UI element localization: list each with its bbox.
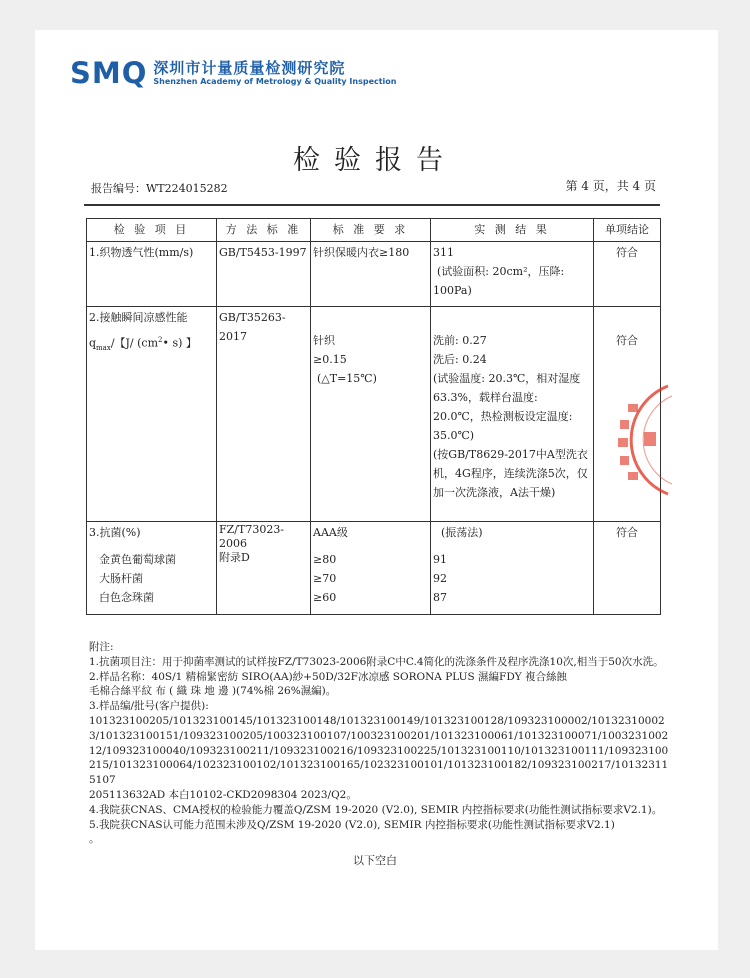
result-line: 92 [433,572,447,585]
item-antibacterial [87,522,217,615]
table-row [87,522,661,615]
col-header-result: 实 测 结 果 [431,219,594,242]
institute-logo [70,58,397,88]
method-line: 附录D [219,551,250,564]
bacteria-name: 大肠杆菌 [99,572,143,585]
method-antibacterial [217,522,311,615]
notes-label: 附注: [89,641,114,653]
req-antibacterial [311,522,431,615]
table-row [87,307,661,522]
item-antibacterial-title: 3.抗菌(%) [89,526,141,539]
result-line: (试验温度: 20.3℃，相对湿度 [433,372,581,385]
col-header-method: 方 法 标 准 [217,219,311,242]
official-seal-stamp [606,382,676,498]
item-cooling [87,307,217,522]
note-4: 4.我院获CNAS、CMA授权的检验能力覆盖Q/ZSM 19-2020 (V2.0), SEMIR 内控指标要求(功能性测试指标要求V2.1)。 [89,803,663,816]
bacteria-name: 金黄色葡萄球菌 [99,553,176,566]
col-header-conclusion: 单项结论 [594,219,661,242]
note-1: 1.抗菌项目注：用于抑菌率测试的试样按FZ/T73023-2006附录C中C.4简化的洗涤条件及程序洗涤10次,相当于50次水洗。 [89,655,664,668]
bacteria-name: 白色念珠菌 [99,591,154,604]
page-indicator: 第 4 页，共 4 页 [565,179,656,193]
result-cooling [431,307,594,522]
req-line: ≥60 [313,591,337,604]
note-3-tail: 205113632AD 本白10102-CKD2098304 2023/Q2。 [89,788,357,801]
result-line: (试验面积: 20cm²，压降: [437,265,565,278]
note-3-label: 3.样品编/批号(客户提供): [89,700,209,713]
req-line: ≥80 [313,553,337,566]
result-line: 87 [433,591,447,604]
req-cooling [311,307,431,522]
result-line: 91 [433,553,447,566]
req-line: AAA级 [313,526,348,539]
result-antibacterial [431,522,594,615]
note-2-line2: 毛棉合絲平紋 布 ( 織 珠 地 邊 )(74%棉 26%濕編)。 [89,685,337,698]
result-line: 洗后: 0.24 [433,353,487,366]
method-line: FZ/T73023-2006 [219,523,285,550]
header-divider [84,204,660,206]
result-line: 20.0℃，热检测板设定温度: [433,410,573,423]
conclusion-air-permeability: 符合 [594,242,661,307]
report-title: 检验报告 [293,145,457,176]
req-line: ≥0.15 [313,353,347,366]
table-row [87,242,661,307]
result-line: 加一次洗涤液，A法干燥) [433,486,556,499]
institute-name-cn: 深圳市计量质量检测研究院 [153,58,346,77]
item-air-permeability: 1.织物透气性(mm/s) [87,242,217,307]
col-header-requirement: 标 准 要 求 [311,219,431,242]
note-3-batch-numbers: 101323100205/101323100145/101323100148/101323100149/101323100128/109323100002/101323100023/101323100151/109323100205/100323100107/100323100201/101323100061/101323100071/100323100212/109323100040/109323100211/109323100216/109323100225/101323100110/101323100111/109323100215/101323100064/102323100102/101323100165/102323100101/101323100182/109323100217/101323115107 [89,714,669,787]
note-5-end: 。 [89,833,100,846]
col-header-item: 检 验 项 目 [87,219,217,242]
item-cooling-title: 2.接触瞬间凉感性能 [89,311,188,324]
note-2-line1: 2.样品名称：40S/1 精棉緊密紡 SIRO(AA)紗+50D/32F冰凉感 SORONA PLUS 濕編FDY 複合絲蝕 [89,670,568,683]
inspection-table [86,218,661,615]
result-line: 311 [433,246,454,259]
institute-name-en: Shenzhen Academy of Metrology & Quality Inspection [153,76,397,86]
note-5: 5.我院获CNAS认可能力范围未涉及Q/ZSM 19-2020 (V2.0), SEMIR 内控指标要求(功能性测试指标要求V2.1) [89,818,615,831]
result-line: 洗前: 0.27 [433,334,487,347]
req-line: (△T=15℃) [317,372,377,385]
table-header-row [87,219,661,242]
method-cooling: GB/T35263-2017 [217,307,311,522]
result-line: (按GB/T8629-2017中A型洗衣 [433,448,588,461]
result-line: 100Pa) [433,284,472,297]
conclusion-antibacterial: 符合 [594,522,661,615]
req-line: 针织 [313,334,335,347]
item-cooling-unit: $q_{max}/$【J/ ($cm^2•$ s) 】 [89,336,197,352]
conclusion-text: 符合 [616,334,638,347]
result-line: (振荡法) [441,526,483,539]
logo-mark: SMQ [70,56,148,90]
req-air-permeability: 针织保暖内衣≥180 [311,242,431,307]
method-air-permeability: GB/T5453-1997 [217,242,311,307]
result-line: 35.0℃) [433,429,475,442]
result-line: 63.3%，载样台温度: [433,391,538,404]
report-number: 报告编号：WT224015282 [91,182,228,195]
req-line: ≥70 [313,572,337,585]
end-of-report: 以下空白 [353,854,397,867]
notes-section [89,640,669,847]
result-air-permeability [431,242,594,307]
result-line: 机，4G程序，连续洗涤5次，仅 [433,467,588,480]
